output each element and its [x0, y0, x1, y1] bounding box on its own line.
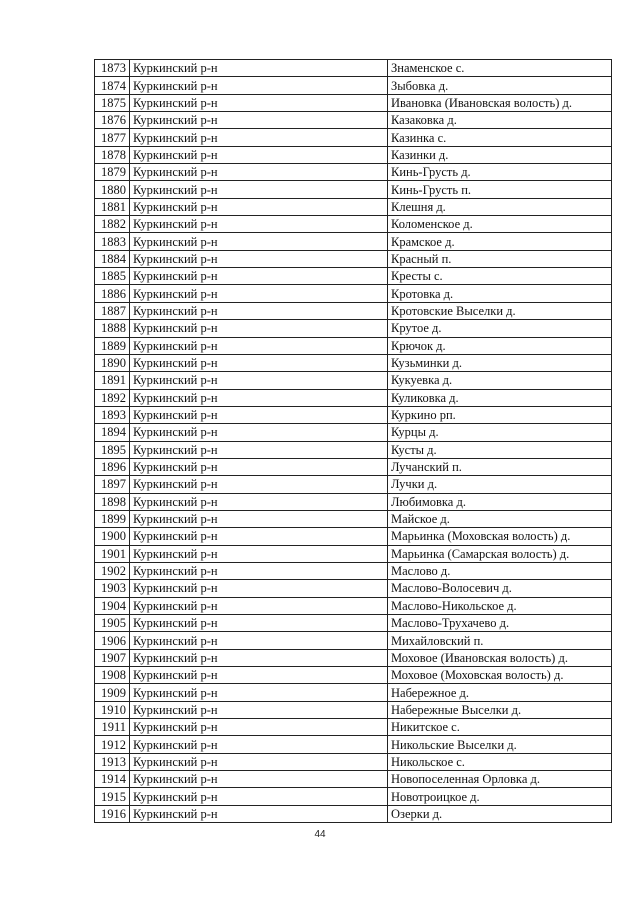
district-cell: Куркинский р-н	[130, 268, 388, 285]
table-row	[95, 701, 612, 718]
settlement-cell: Маслово-Волосевич д.	[388, 580, 612, 597]
table-row	[95, 181, 612, 198]
table-row	[95, 805, 612, 822]
district-cell: Куркинский р-н	[130, 493, 388, 510]
table-row	[95, 250, 612, 267]
table-row	[95, 372, 612, 389]
settlement-cell: Крутое д.	[388, 320, 612, 337]
settlement-cell: Новотроицкое д.	[388, 788, 612, 805]
table-row	[95, 632, 612, 649]
district-cell: Куркинский р-н	[130, 181, 388, 198]
district-cell: Куркинский р-н	[130, 233, 388, 250]
district-cell: Куркинский р-н	[130, 441, 388, 458]
settlement-cell: Никольские Выселки д.	[388, 736, 612, 753]
settlement-cell: Кротовские Выселки д.	[388, 302, 612, 319]
settlement-cell: Курцы д.	[388, 424, 612, 441]
row-number-cell: 1889	[95, 337, 130, 354]
district-cell: Куркинский р-н	[130, 112, 388, 129]
settlement-cell: Куркино рп.	[388, 406, 612, 423]
district-cell: Куркинский р-н	[130, 615, 388, 632]
settlement-cell: Озерки д.	[388, 805, 612, 822]
settlement-cell: Кукуевка д.	[388, 372, 612, 389]
row-number-cell: 1885	[95, 268, 130, 285]
row-number-cell: 1895	[95, 441, 130, 458]
table-row	[95, 597, 612, 614]
district-cell: Куркинский р-н	[130, 632, 388, 649]
row-number-cell: 1875	[95, 94, 130, 111]
settlement-cell: Никитское с.	[388, 719, 612, 736]
table-row	[95, 112, 612, 129]
district-cell: Куркинский р-н	[130, 788, 388, 805]
row-number-cell: 1913	[95, 753, 130, 770]
row-number-cell: 1888	[95, 320, 130, 337]
row-number-cell: 1882	[95, 216, 130, 233]
table-row	[95, 649, 612, 666]
settlement-cell: Красный п.	[388, 250, 612, 267]
table-row	[95, 545, 612, 562]
district-cell: Куркинский р-н	[130, 476, 388, 493]
table-row	[95, 441, 612, 458]
page-number: 44	[314, 829, 326, 840]
row-number-cell: 1879	[95, 164, 130, 181]
table-row	[95, 458, 612, 475]
table-row	[95, 146, 612, 163]
settlement-cell: Зыбовка д.	[388, 77, 612, 94]
settlement-cell: Михайловский п.	[388, 632, 612, 649]
district-cell: Куркинский р-н	[130, 372, 388, 389]
district-cell: Куркинский р-н	[130, 510, 388, 527]
row-number-cell: 1877	[95, 129, 130, 146]
district-cell: Куркинский р-н	[130, 736, 388, 753]
table-row	[95, 615, 612, 632]
table-row	[95, 684, 612, 701]
table-row	[95, 476, 612, 493]
row-number-cell: 1914	[95, 771, 130, 788]
table-row	[95, 580, 612, 597]
district-cell: Куркинский р-н	[130, 94, 388, 111]
row-number-cell: 1903	[95, 580, 130, 597]
district-cell: Куркинский р-н	[130, 302, 388, 319]
table-row	[95, 320, 612, 337]
settlement-cell: Новопоселенная Орловка д.	[388, 771, 612, 788]
district-cell: Куркинский р-н	[130, 164, 388, 181]
settlement-cell: Кресты с.	[388, 268, 612, 285]
row-number-cell: 1905	[95, 615, 130, 632]
row-number-cell: 1886	[95, 285, 130, 302]
table-row	[95, 736, 612, 753]
row-number-cell: 1880	[95, 181, 130, 198]
settlement-cell: Кинь-Грусть п.	[388, 181, 612, 198]
table-row	[95, 302, 612, 319]
settlement-cell: Коломенское д.	[388, 216, 612, 233]
row-number-cell: 1916	[95, 805, 130, 822]
district-cell: Куркинский р-н	[130, 320, 388, 337]
row-number-cell: 1876	[95, 112, 130, 129]
row-number-cell: 1910	[95, 701, 130, 718]
settlement-cell: Майское д.	[388, 510, 612, 527]
district-cell: Куркинский р-н	[130, 285, 388, 302]
settlement-cell: Крючок д.	[388, 337, 612, 354]
district-cell: Куркинский р-н	[130, 719, 388, 736]
settlement-cell: Кинь-Грусть д.	[388, 164, 612, 181]
settlement-cell: Маслово-Трухачево д.	[388, 615, 612, 632]
district-cell: Куркинский р-н	[130, 649, 388, 666]
district-cell: Куркинский р-н	[130, 805, 388, 822]
table-row	[95, 94, 612, 111]
settlement-cell: Казинки д.	[388, 146, 612, 163]
district-cell: Куркинский р-н	[130, 389, 388, 406]
row-number-cell: 1899	[95, 510, 130, 527]
row-number-cell: 1901	[95, 545, 130, 562]
row-number-cell: 1884	[95, 250, 130, 267]
settlement-cell: Ивановка (Ивановская волость) д.	[388, 94, 612, 111]
row-number-cell: 1896	[95, 458, 130, 475]
row-number-cell: 1892	[95, 389, 130, 406]
row-number-cell: 1890	[95, 354, 130, 371]
settlement-cell: Никольское с.	[388, 753, 612, 770]
row-number-cell: 1909	[95, 684, 130, 701]
table-row	[95, 753, 612, 770]
settlement-cell: Маслово-Никольское д.	[388, 597, 612, 614]
table-row	[95, 164, 612, 181]
settlement-cell: Любимовка д.	[388, 493, 612, 510]
settlement-cell: Казинка с.	[388, 129, 612, 146]
settlement-cell: Марьинка (Самарская волость) д.	[388, 545, 612, 562]
district-cell: Куркинский р-н	[130, 198, 388, 215]
table-row	[95, 528, 612, 545]
settlement-cell: Кузьминки д.	[388, 354, 612, 371]
table-row	[95, 216, 612, 233]
row-number-cell: 1906	[95, 632, 130, 649]
settlement-cell: Клешня д.	[388, 198, 612, 215]
row-number-cell: 1883	[95, 233, 130, 250]
settlement-cell: Марьинка (Моховская волость) д.	[388, 528, 612, 545]
table-row	[95, 129, 612, 146]
table-row	[95, 510, 612, 527]
table-row	[95, 389, 612, 406]
table-row	[95, 77, 612, 94]
row-number-cell: 1900	[95, 528, 130, 545]
row-number-cell: 1893	[95, 406, 130, 423]
district-cell: Куркинский р-н	[130, 406, 388, 423]
district-cell: Куркинский р-н	[130, 684, 388, 701]
district-cell: Куркинский р-н	[130, 337, 388, 354]
district-cell: Куркинский р-н	[130, 60, 388, 77]
district-cell: Куркинский р-н	[130, 146, 388, 163]
settlements-table	[94, 59, 612, 823]
settlement-cell: Лучанский п.	[388, 458, 612, 475]
settlement-cell: Казаковка д.	[388, 112, 612, 129]
row-number-cell: 1908	[95, 667, 130, 684]
row-number-cell: 1911	[95, 719, 130, 736]
table-row	[95, 562, 612, 579]
district-cell: Куркинский р-н	[130, 424, 388, 441]
table-row	[95, 771, 612, 788]
district-cell: Куркинский р-н	[130, 354, 388, 371]
district-cell: Куркинский р-н	[130, 458, 388, 475]
table-row	[95, 233, 612, 250]
settlement-cell: Набережные Выселки д.	[388, 701, 612, 718]
table-row	[95, 354, 612, 371]
district-cell: Куркинский р-н	[130, 250, 388, 267]
district-cell: Куркинский р-н	[130, 545, 388, 562]
settlement-cell: Кусты д.	[388, 441, 612, 458]
settlement-cell: Маслово д.	[388, 562, 612, 579]
table-row	[95, 788, 612, 805]
row-number-cell: 1898	[95, 493, 130, 510]
settlement-cell: Моховое (Ивановская волость) д.	[388, 649, 612, 666]
table-body	[95, 60, 612, 823]
settlement-cell: Набережное д.	[388, 684, 612, 701]
district-cell: Куркинский р-н	[130, 216, 388, 233]
table-row	[95, 285, 612, 302]
district-cell: Куркинский р-н	[130, 771, 388, 788]
district-cell: Куркинский р-н	[130, 77, 388, 94]
district-cell: Куркинский р-н	[130, 528, 388, 545]
table-row	[95, 60, 612, 77]
district-cell: Куркинский р-н	[130, 667, 388, 684]
district-cell: Куркинский р-н	[130, 580, 388, 597]
row-number-cell: 1894	[95, 424, 130, 441]
row-number-cell: 1878	[95, 146, 130, 163]
settlement-cell: Крамское д.	[388, 233, 612, 250]
settlement-cell: Моховое (Моховская волость) д.	[388, 667, 612, 684]
row-number-cell: 1904	[95, 597, 130, 614]
table-row	[95, 198, 612, 215]
table-row	[95, 667, 612, 684]
settlement-cell: Кротовка д.	[388, 285, 612, 302]
row-number-cell: 1902	[95, 562, 130, 579]
table-row	[95, 268, 612, 285]
row-number-cell: 1881	[95, 198, 130, 215]
table-row	[95, 424, 612, 441]
district-cell: Куркинский р-н	[130, 701, 388, 718]
table-row	[95, 406, 612, 423]
row-number-cell: 1873	[95, 60, 130, 77]
settlement-cell: Лучки д.	[388, 476, 612, 493]
table-row	[95, 719, 612, 736]
row-number-cell: 1874	[95, 77, 130, 94]
settlement-cell: Знаменское с.	[388, 60, 612, 77]
row-number-cell: 1912	[95, 736, 130, 753]
row-number-cell: 1891	[95, 372, 130, 389]
settlement-cell: Куликовка д.	[388, 389, 612, 406]
district-cell: Куркинский р-н	[130, 129, 388, 146]
row-number-cell: 1897	[95, 476, 130, 493]
table-row	[95, 493, 612, 510]
district-cell: Куркинский р-н	[130, 753, 388, 770]
district-cell: Куркинский р-н	[130, 562, 388, 579]
row-number-cell: 1887	[95, 302, 130, 319]
district-cell: Куркинский р-н	[130, 597, 388, 614]
table-row	[95, 337, 612, 354]
row-number-cell: 1907	[95, 649, 130, 666]
row-number-cell: 1915	[95, 788, 130, 805]
